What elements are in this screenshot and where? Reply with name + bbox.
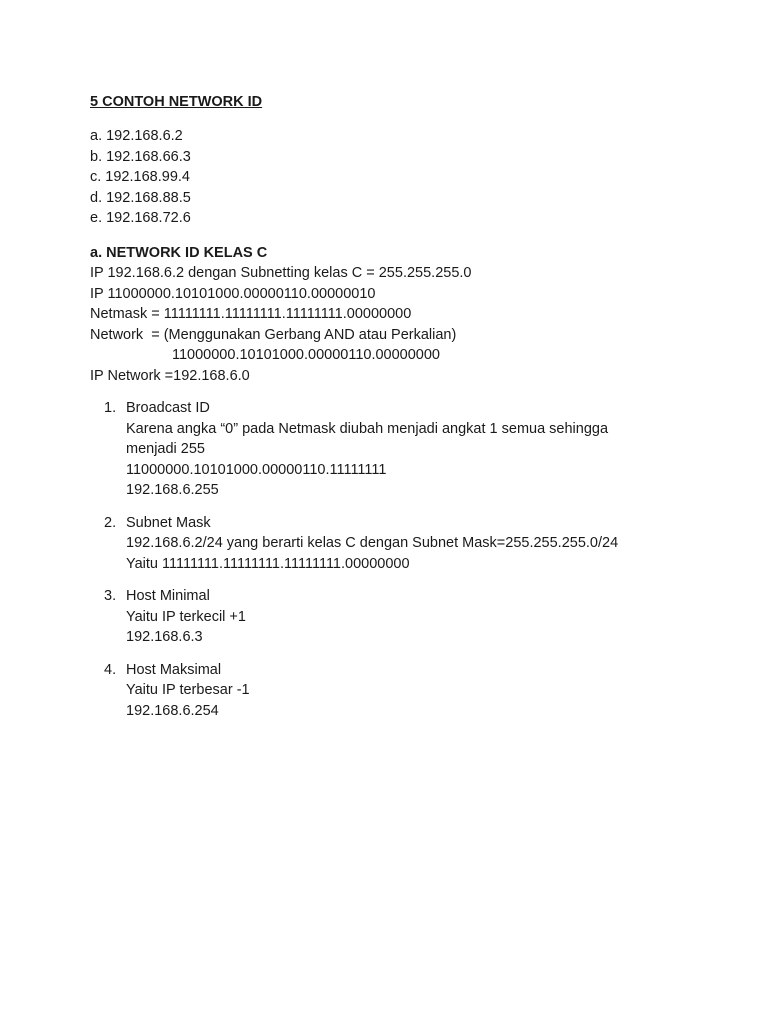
section-line: IP 192.168.6.2 dengan Subnetting kelas C = 255.255.255.0 xyxy=(90,265,472,281)
ip-list-item: c. 192.168.99.4 xyxy=(90,169,190,185)
step-line: 192.168.6.3 xyxy=(126,629,203,645)
step-number: 4. xyxy=(104,661,117,678)
section-heading: a. NETWORK ID KELAS C xyxy=(90,244,268,261)
step-line: 192.168.6.2/24 yang berarti kelas C dengan Subnet Mask=255.255.255.0/24 xyxy=(126,535,619,551)
step-line: Yaitu IP terbesar -1 xyxy=(126,682,250,698)
ip-network-result: IP Network =192.168.6.0 xyxy=(90,367,250,384)
step-title: Host Maksimal xyxy=(126,661,222,678)
section-line: IP 11000000.10101000.00000110.00000010 xyxy=(90,285,376,302)
step-line: 192.168.6.254 xyxy=(126,702,219,719)
step-line: 192.168.6.255 xyxy=(126,482,219,498)
step-line: Yaitu 11111111.11111111.11111111.00000000 xyxy=(126,555,410,572)
step-title: Subnet Mask xyxy=(126,514,211,531)
ip-address-list xyxy=(90,126,730,229)
step-line: 11000000.10101000.00000110.11111111 xyxy=(126,461,387,478)
step-line: Karena angka “0” pada Netmask diubah menjadi angkat 1 semua sehingga menjadi 255 xyxy=(126,420,609,457)
network-binary-result: 11000000.10101000.00000110.00000000 xyxy=(172,347,440,363)
section-line: Netmask = 11111111.11111111.11111111.00000000 xyxy=(90,306,412,322)
step-title: Host Minimal xyxy=(126,588,210,604)
step-host-minimal xyxy=(90,586,730,648)
document-page xyxy=(90,92,730,733)
step-subnet-mask xyxy=(90,513,730,575)
step-number: 3. xyxy=(104,588,117,604)
section-line: Network = (Menggunakan Gerbang AND atau Perkalian) xyxy=(90,326,457,343)
step-number: 1. xyxy=(104,400,117,416)
step-host-maksimal xyxy=(90,660,730,722)
ip-list-item: b. 192.168.66.3 xyxy=(90,148,191,165)
ip-list-item: a. 192.168.6.2 xyxy=(90,128,183,144)
section-network-id-class-c xyxy=(90,243,730,387)
step-line: Yaitu IP terkecil +1 xyxy=(126,608,246,625)
step-number: 2. xyxy=(104,514,117,531)
steps-list xyxy=(90,398,730,721)
document-title: 5 CONTOH NETWORK ID xyxy=(90,94,263,110)
step-title: Broadcast ID xyxy=(126,400,210,416)
ip-list-item: d. 192.168.88.5 xyxy=(90,189,191,206)
ip-list-item: e. 192.168.72.6 xyxy=(90,210,191,226)
step-broadcast-id xyxy=(90,398,730,501)
